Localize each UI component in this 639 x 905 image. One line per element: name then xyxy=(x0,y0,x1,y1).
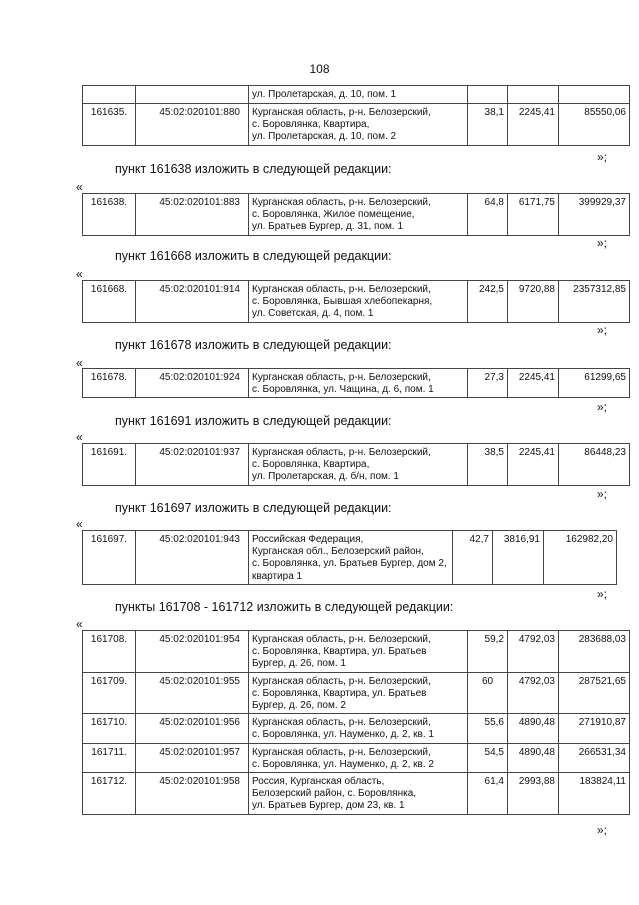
closing-quote: »; xyxy=(597,150,608,164)
area: 64,8 xyxy=(468,194,508,236)
total-value: 283688,03 xyxy=(559,631,630,673)
table-row xyxy=(83,714,630,743)
closing-quote: »; xyxy=(597,823,608,837)
address: Курганская область, р-н. Белозерский, с. Боровлянка, Квартира, ул. Братьев Бургер, д. 26, пом. 1 xyxy=(249,631,468,673)
opening-quote: « xyxy=(76,617,83,631)
total-value: 266531,34 xyxy=(559,743,630,772)
address: Российская Федерация, Курганская обл., Белозерский район, с. Боровлянка, ул. Братьев Бургер, дом 2, квартира 1 xyxy=(249,531,453,585)
cadastral-number: 45:02:020101:943 xyxy=(136,531,249,585)
area: 38,1 xyxy=(468,104,508,146)
table-row xyxy=(83,104,630,146)
address: Курганская область, р-н. Белозерский, с. Боровлянка, Квартира, ул. Пролетарская, д. 10, пом. 2 xyxy=(249,104,468,146)
row-number: 161708. xyxy=(83,631,136,673)
area: 42,7 xyxy=(453,531,493,585)
row-number: 161712. xyxy=(83,773,136,815)
amendment-heading: пункты 161708 - 161712 изложить в следующей редакции: xyxy=(115,600,454,614)
row-number: 161709. xyxy=(83,672,136,714)
opening-quote: « xyxy=(76,517,83,531)
registry-table xyxy=(82,443,630,486)
cadastral-number: 45:02:020101:937 xyxy=(136,444,249,486)
row-number: 161668. xyxy=(83,281,136,323)
row-number: 161691. xyxy=(83,444,136,486)
row-number: 161697. xyxy=(83,531,136,585)
cadastral-number: 45:02:020101:956 xyxy=(136,714,249,743)
table-row xyxy=(83,86,630,104)
opening-quote: « xyxy=(76,356,83,370)
area: 27,3 xyxy=(468,369,508,398)
registry-table xyxy=(82,193,630,236)
amendment-heading: пункт 161697 изложить в следующей редакции: xyxy=(115,501,392,515)
registry-table xyxy=(82,368,630,398)
row-number xyxy=(83,86,136,104)
table-row xyxy=(83,531,617,585)
total-value: 183824,11 xyxy=(559,773,630,815)
cadastral-value: 4792,03 xyxy=(508,672,559,714)
amendment-heading: пункт 161668 изложить в следующей редакции: xyxy=(115,249,392,263)
total-value: 271910,87 xyxy=(559,714,630,743)
address: Курганская область, р-н. Белозерский, с. Боровлянка, Бывшая хлебопекарня, ул. Советская, д. 4, пом. 1 xyxy=(249,281,468,323)
cadastral-number: 45:02:020101:880 xyxy=(136,104,249,146)
row-number: 161638. xyxy=(83,194,136,236)
opening-quote: « xyxy=(76,430,83,444)
cadastral-number: 45:02:020101:914 xyxy=(136,281,249,323)
cadastral-value: 6171,75 xyxy=(508,194,559,236)
cadastral-number: 45:02:020101:954 xyxy=(136,631,249,673)
total-value: 399929,37 xyxy=(559,194,630,236)
row-number: 161710. xyxy=(83,714,136,743)
table-row xyxy=(83,281,630,323)
cadastral-value: 9720,88 xyxy=(508,281,559,323)
cadastral-number: 45:02:020101:958 xyxy=(136,773,249,815)
area: 59,2 xyxy=(468,631,508,673)
cadastral-value: 3816,91 xyxy=(493,531,544,585)
address: Курганская область, р-н. Белозерский, с. Боровлянка, Квартира, ул. Пролетарская, д. б/н, пом. 1 xyxy=(249,444,468,486)
area: 60 xyxy=(468,672,508,714)
cadastral-number: 45:02:020101:924 xyxy=(136,369,249,398)
closing-quote: »; xyxy=(597,487,608,501)
total-value: 287521,65 xyxy=(559,672,630,714)
amendment-heading: пункт 161638 изложить в следующей редакции: xyxy=(115,162,392,176)
total-value xyxy=(559,86,630,104)
address: Курганская область, р-н. Белозерский, с. Боровлянка, ул. Науменко, д. 2, кв. 2 xyxy=(249,743,468,772)
area xyxy=(468,86,508,104)
address: Курганская область, р-н. Белозерский, с. Боровлянка, Жилое помещение, ул. Братьев Бургер, д. 31, пом. 1 xyxy=(249,194,468,236)
address: Курганская область, р-н. Белозерский, с. Боровлянка, Квартира, ул. Братьев Бургер, д. 26, пом. 2 xyxy=(249,672,468,714)
address: ул. Пролетарская, д. 10, пом. 1 xyxy=(249,86,468,104)
cadastral-value xyxy=(508,86,559,104)
row-number: 161678. xyxy=(83,369,136,398)
cadastral-value: 4890,48 xyxy=(508,714,559,743)
cadastral-number: 45:02:020101:883 xyxy=(136,194,249,236)
area: 61,4 xyxy=(468,773,508,815)
closing-quote: »; xyxy=(597,323,608,337)
area: 242,5 xyxy=(468,281,508,323)
amendment-heading: пункт 161678 изложить в следующей редакции: xyxy=(115,338,392,352)
cadastral-number xyxy=(136,86,249,104)
registry-table xyxy=(82,530,617,585)
closing-quote: »; xyxy=(597,400,608,414)
cadastral-value: 2245,41 xyxy=(508,369,559,398)
total-value: 61299,65 xyxy=(559,369,630,398)
area: 38,5 xyxy=(468,444,508,486)
total-value: 86448,23 xyxy=(559,444,630,486)
registry-table xyxy=(82,630,630,815)
table-row xyxy=(83,773,630,815)
cadastral-value: 4890,48 xyxy=(508,743,559,772)
table-row xyxy=(83,369,630,398)
table-row xyxy=(83,194,630,236)
closing-quote: »; xyxy=(597,236,608,250)
cadastral-value: 2993,88 xyxy=(508,773,559,815)
registry-table xyxy=(82,85,630,146)
address: Курганская область, р-н. Белозерский, с. Боровлянка, ул. Чащина, д. 6, пом. 1 xyxy=(249,369,468,398)
cadastral-number: 45:02:020101:955 xyxy=(136,672,249,714)
cadastral-value: 2245,41 xyxy=(508,444,559,486)
address: Россия, Курганская область, Белозерский район, с. Боровлянка, ул. Братьев Бургер, дом 23, кв. 1 xyxy=(249,773,468,815)
cadastral-number: 45:02:020101:957 xyxy=(136,743,249,772)
row-number: 161711. xyxy=(83,743,136,772)
row-number: 161635. xyxy=(83,104,136,146)
table-row xyxy=(83,672,630,714)
table-row xyxy=(83,444,630,486)
cadastral-value: 2245,41 xyxy=(508,104,559,146)
table-row xyxy=(83,743,630,772)
closing-quote: »; xyxy=(597,587,608,601)
total-value: 85550,06 xyxy=(559,104,630,146)
amendment-heading: пункт 161691 изложить в следующей редакции: xyxy=(115,414,392,428)
page-number: 108 xyxy=(309,62,330,76)
table-row xyxy=(83,631,630,673)
area: 54,5 xyxy=(468,743,508,772)
registry-table xyxy=(82,280,630,323)
total-value: 162982,20 xyxy=(544,531,617,585)
cadastral-value: 4792,03 xyxy=(508,631,559,673)
opening-quote: « xyxy=(76,267,83,281)
address: Курганская область, р-н. Белозерский, с. Боровлянка, ул. Науменко, д. 2, кв. 1 xyxy=(249,714,468,743)
area: 55,6 xyxy=(468,714,508,743)
total-value: 2357312,85 xyxy=(559,281,630,323)
opening-quote: « xyxy=(76,180,83,194)
